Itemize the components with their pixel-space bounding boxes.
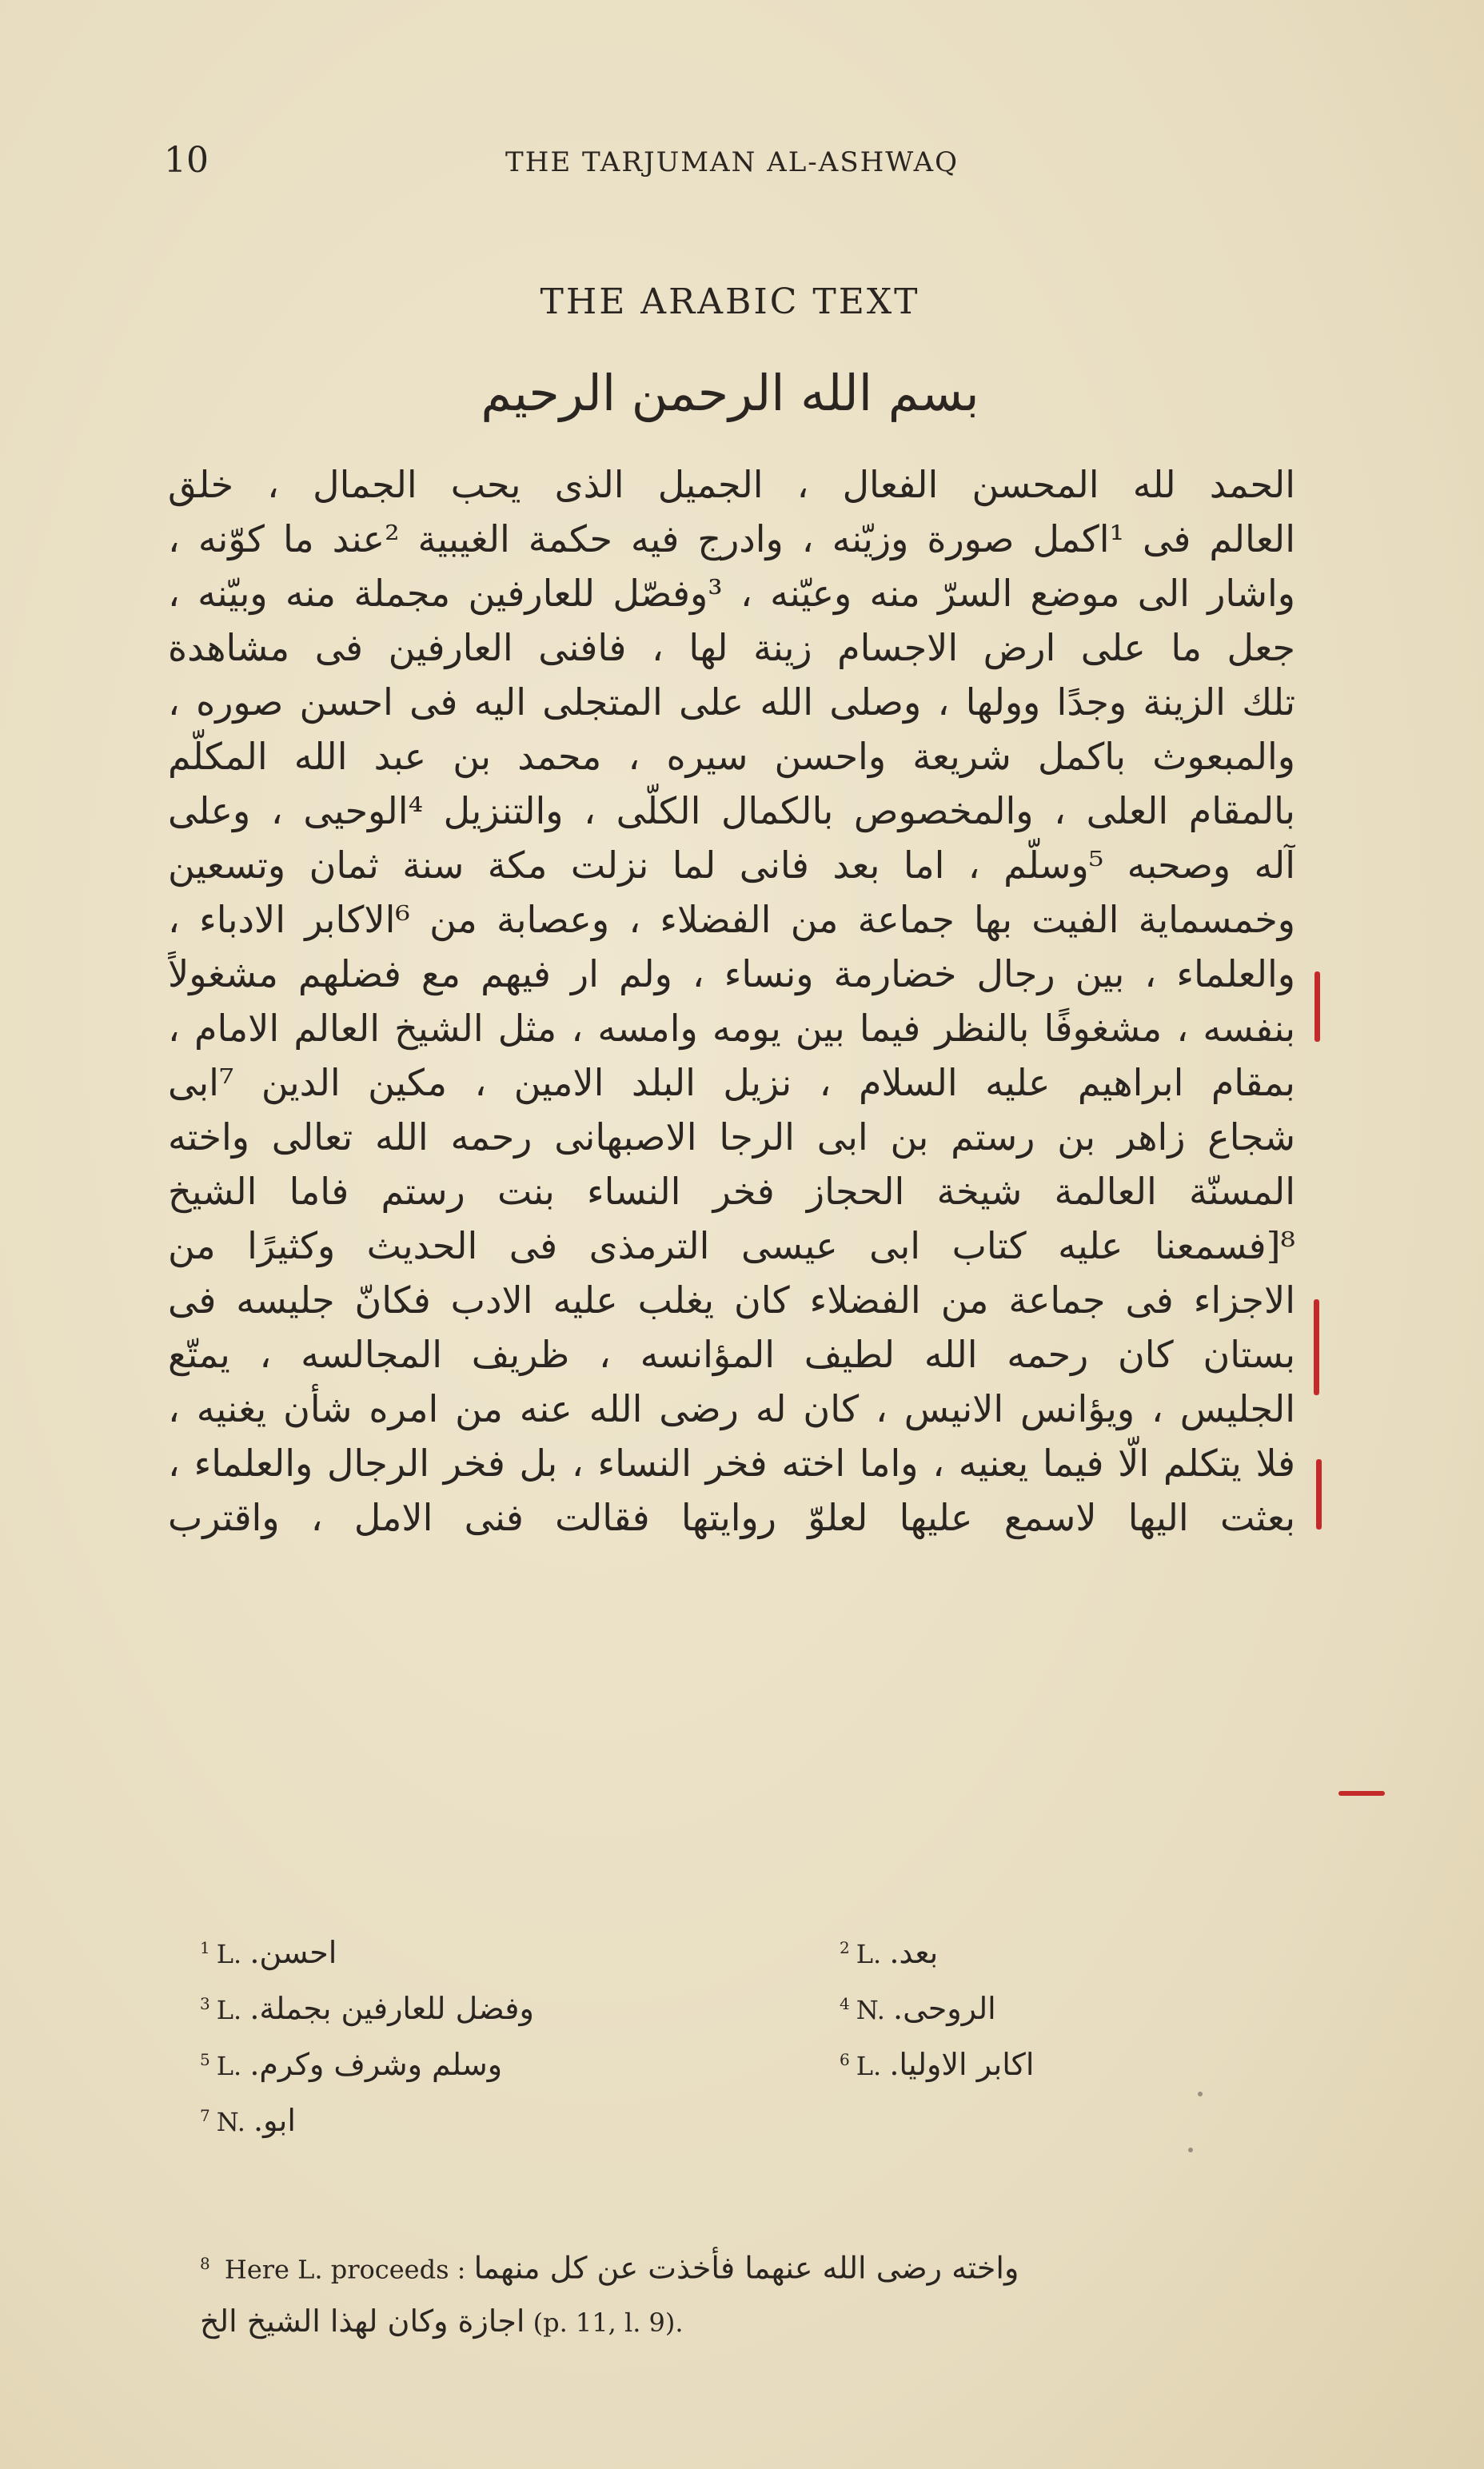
footnote-number: 5 <box>200 2050 210 2070</box>
footnote-entry <box>840 1991 996 2026</box>
footnote-siglum: N. <box>856 1995 885 2025</box>
arabic-text-line: بعثت اليها لاسمع عليها لعلوّ روايتها فقالت فنى الامل ، واقترب <box>168 1496 1295 1539</box>
arabic-text-line: تلك الزينة وجدًا وولها ، وصلى الله على المتجلى اليه فى احسن صوره ، <box>168 680 1295 724</box>
footnote-entry <box>840 2047 1034 2082</box>
footnote-siglum: N. <box>216 2107 245 2137</box>
arabic-text-line: آله وصحبه ⁵وسلّم ، اما بعد فانى لما نزلت مكة سنة ثمان وتسعين <box>168 844 1295 887</box>
footnote-siglum: L. <box>216 1939 242 1969</box>
footnote-entry <box>840 1935 938 1970</box>
arabic-text-line: بالمقام العلى ، والمخصوص بالكمال الكلّى ، والتنزيل ⁴الوحيى ، وعلى <box>168 789 1295 832</box>
arabic-text-line: والعلماء ، بين رجال خضارمة ونساء ، ولم ار فيهم مع فضلهم مشغولاً <box>168 952 1295 995</box>
arabic-text-line: بنفسه ، مشغوفًا بالنظر فيما بين يومه وامسه ، مثل الشيخ العالم الامام ، <box>168 1007 1295 1050</box>
footnote-number: 2 <box>840 1938 850 1958</box>
margin-mark-2 <box>1314 1299 1319 1395</box>
arabic-text-line: شجاع زاهر بن رستم بن ابى الرجا الاصبهانى رحمه الله تعالى واخته <box>168 1115 1295 1159</box>
arabic-text-line: واشار الى موضع السرّ منه وعيّنه ، ³وفصّل للعارفين مجملة منه وبيّنه ، <box>168 572 1295 615</box>
footnote-reading: ابو. <box>253 2103 296 2138</box>
footnote-entry <box>200 2047 502 2082</box>
arabic-text-line: الحمد لله المحسن الفعال ، الجميل الذى يحب الجمال ، خلق <box>168 463 1295 506</box>
footnote-latin: Here L. proceeds : <box>224 2254 466 2285</box>
footnote-reading: بعد. <box>889 1935 939 1970</box>
footnote-reading: وسلم وشرف وكرم. <box>249 2047 503 2082</box>
arabic-text-line: بستان كان رحمه الله لطيف المؤانسه ، ظريف المجالسه ، يمتّع <box>168 1333 1295 1376</box>
arabic-text-line: والمبعوث باكمل شريعة واحسن سيره ، محمد بن عبد الله المكلّم <box>168 735 1295 778</box>
footnote-number: 8 <box>200 2254 210 2273</box>
section-title: THE ARABIC TEXT <box>540 281 920 322</box>
footnote-8 <box>200 2235 1271 2350</box>
footnote-number: 6 <box>840 2050 850 2070</box>
footnote-arabic: اجازة وكان لهذا الشيخ الخ <box>200 2303 525 2339</box>
running-title: THE TARJUMAN AL-ASHWAQ <box>505 146 959 178</box>
footnote-number: 7 <box>200 2106 210 2126</box>
footnote-reference: (p. 11, l. 9). <box>533 2307 684 2338</box>
footnote-8-line-2 <box>200 2292 1271 2350</box>
margin-mark-3 <box>1316 1459 1322 1530</box>
footnote-reading: الروحى. <box>893 1991 996 2026</box>
page-number: 10 <box>164 140 209 181</box>
footnote-number: 1 <box>200 1938 210 1958</box>
arabic-text-line: وخمسماية الفيت بها جماعة من الفضلاء ، وعصابة من ⁶الاكابر الادباء ، <box>168 898 1295 941</box>
arabic-text-line: فلا يتكلم الّا فيما يعنيه ، واما اخته فخر النساء ، بل فخر الرجال والعلماء ، <box>168 1442 1295 1485</box>
footnote-siglum: L. <box>856 1939 882 1969</box>
footnote-siglum: L. <box>216 2051 242 2081</box>
arabic-text-line: المسنّة العالمة شيخة الحجاز فخر النساء بنت رستم فاما الشيخ <box>168 1170 1295 1213</box>
arabic-text-line: الجليس ، ويؤانس الانيس ، كان له رضى الله عنه من امره شأن يغنيه ، <box>168 1387 1295 1430</box>
arabic-text-line: بمقام ابراهيم عليه السلام ، نزيل البلد الامين ، مكين الدين ⁷ابى <box>168 1061 1295 1104</box>
arabic-text-line: العالم فى ¹اكمل صورة وزيّنه ، وادرج فيه حكمة الغيبية ²عند ما كوّنه ، <box>168 517 1295 560</box>
footnote-siglum: L. <box>216 1995 242 2025</box>
page-header <box>164 140 1300 188</box>
footnote-reading: احسن. <box>249 1935 337 1970</box>
footnote-arabic: واخته رضى الله عنهما فأخذت عن كل منهما <box>473 2250 1019 2286</box>
margin-mark-1 <box>1314 971 1320 1042</box>
footnote-entry <box>200 2103 296 2138</box>
footnotes <box>200 1935 1239 2159</box>
footnote-row <box>200 2047 1239 2103</box>
footnote-number: 3 <box>200 1994 210 2014</box>
footnote-row <box>200 1935 1239 1991</box>
footnote-siglum: L. <box>856 2051 882 2081</box>
arabic-text-line: الاجزاء فى جماعة من الفضلاء كان يغلب عليه الادب فكانّ جليسه فى <box>168 1278 1295 1322</box>
footnote-reading: وفضل للعارفين بجملة. <box>249 1991 534 2026</box>
footnote-reading: اكابر الاوليا. <box>889 2047 1035 2082</box>
footnote-number: 4 <box>840 1994 850 2014</box>
arabic-text-line: جعل ما على ارض الاجسام زينة لها ، فافنى العارفين فى مشاهدة <box>168 626 1295 669</box>
margin-mark-4 <box>1338 1791 1385 1796</box>
arabic-text-body <box>168 457 1295 1545</box>
arabic-text-line: ⁸[فسمعنا عليه كتاب ابى عيسى الترمذى فى الحديث وكثيرًا من <box>168 1224 1295 1267</box>
footnote-8-line-1 <box>200 2235 1271 2292</box>
footnote-row <box>200 2103 1239 2159</box>
basmala-heading: بسم الله الرحمن الرحيم <box>481 364 979 422</box>
footnote-entry <box>200 1991 534 2026</box>
footnote-row <box>200 1991 1239 2047</box>
footnote-entry <box>200 1935 337 1970</box>
